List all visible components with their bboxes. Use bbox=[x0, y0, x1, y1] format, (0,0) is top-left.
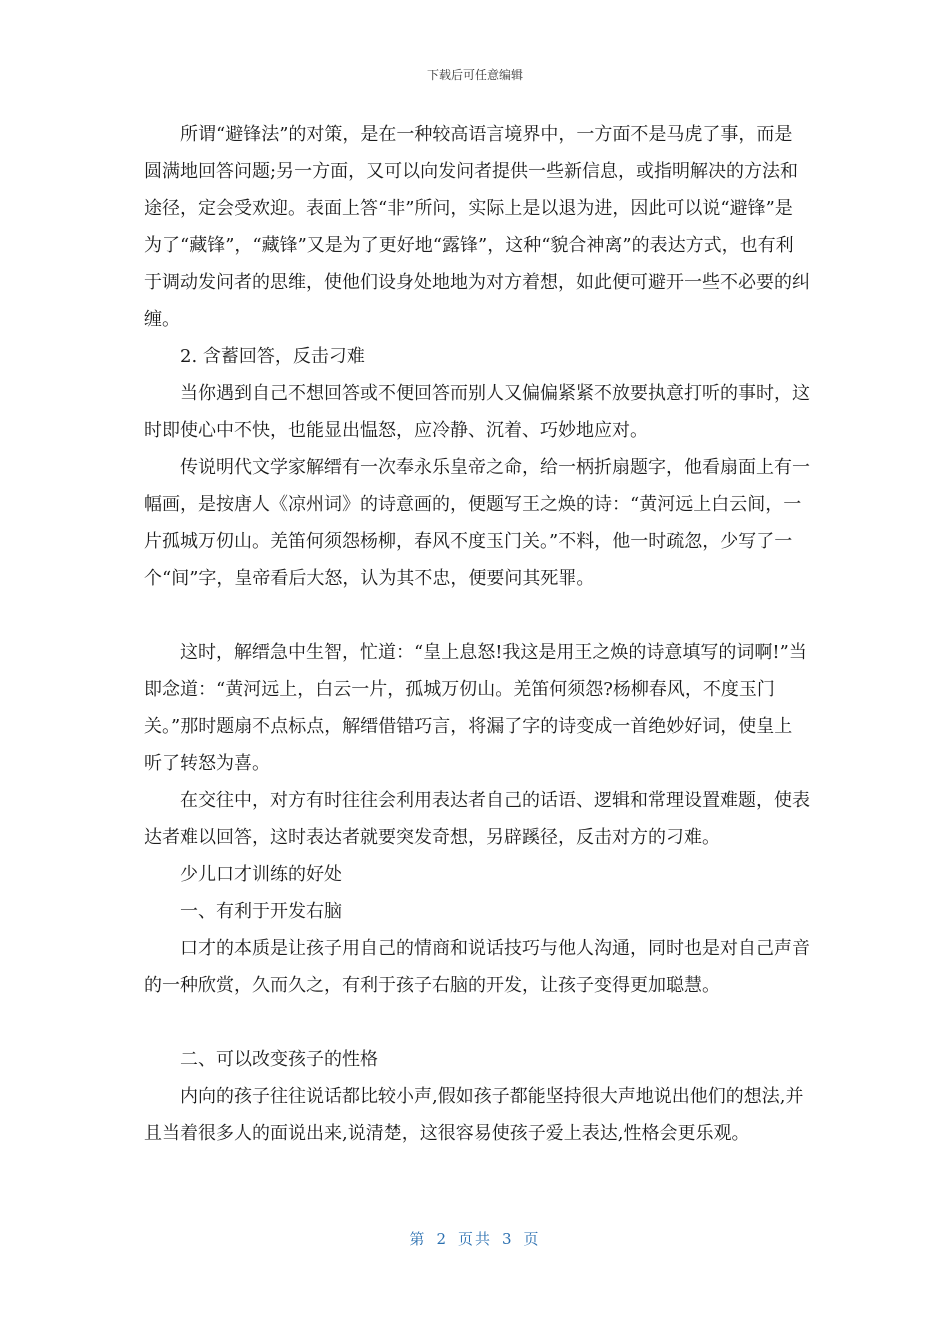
paragraph-avoid-edge: 所谓“避锋法”的对策，是在一种较高语言境界中，一方面不是马虎了事，而是圆满地回答问题;另一方面，又可以向发问者提供一些新信息，或指明解决的方法和途径，定会受欢迎。表面上答“非”所问，实际上是以退为进，因此可以说“避锋”是为了“藏锋”，“藏锋”又是为了更好地“露锋”，这种“貌合神离”的表达方式，也有利于调动发问者的思维，使他们设身处地地为对方着想，如此便可避开一些不必要的纠缠。 bbox=[144, 124, 810, 330]
subheading-right-brain: 一、有利于开发右脑 bbox=[180, 901, 342, 922]
section-heading-implicit-answer: 2. 含蓄回答，反击刁难 bbox=[180, 346, 365, 367]
section-heading-benefits: 少儿口才训练的好处 bbox=[180, 864, 342, 885]
paragraph-xie-jin-response: 这时，解缙急中生智，忙道：“皇上息怒!我这是用王之焕的诗意填写的词啊!”当即念道：“黄河远上，白云一片，孤城万仞山。羌笛何须怨?杨柳春风，不度玉门关。”那时题扇不点标点，解缙借错巧言，将漏了字的诗变成一首绝妙好词，使皇上听了转怒为喜。 bbox=[144, 642, 807, 774]
paragraph-legend-xie-jin: 传说明代文学家解缙有一次奉永乐皇帝之命，给一柄折扇题字，他看扇面上有一幅画，是按唐人《凉州词》的诗意画的，便题写王之焕的诗：“黄河远上白云间，一片孤城万仞山。羌笛何须怨杨柳，春风不度玉门关。”不料，他一时疏忽，少写了一个“间”字，皇帝看后大怒，认为其不忠，便要问其死罪。 bbox=[144, 457, 810, 589]
footer-middle: 页共 bbox=[457, 1230, 492, 1248]
footer-total-pages: 3 bbox=[502, 1230, 514, 1248]
page-footer bbox=[0, 1228, 950, 1249]
footer-suffix: 页 bbox=[523, 1230, 541, 1248]
paragraph-right-brain: 口才的本质是让孩子用自己的情商和说话技巧与他人沟通，同时也是对自己声音的一种欣赏，久而久之，有利于孩子右脑的开发，让孩子变得更加聪慧。 bbox=[144, 938, 810, 996]
subheading-personality: 二、可以改变孩子的性格 bbox=[180, 1049, 378, 1070]
footer-prefix: 第 bbox=[409, 1230, 427, 1248]
page-header: 下载后可任意编辑 bbox=[426, 68, 523, 82]
paragraph-unwanted-question: 当你遇到自己不想回答或不便回答而别人又偏偏紧紧不放要执意打听的事时，这时即使心中不快，也能显出愠怒，应冷静、沉着、巧妙地应对。 bbox=[144, 383, 810, 441]
paragraph-personality: 内向的孩子往往说话都比较小声,假如孩子都能坚持很大声地说出他们的想法,并且当着很多人的面说出来,说清楚，这很容易使孩子爱上表达,性格会更乐观。 bbox=[144, 1086, 804, 1144]
footer-current-page: 2 bbox=[436, 1230, 448, 1248]
document-body bbox=[144, 116, 810, 1152]
paragraph-counter-difficulty: 在交往中，对方有时往往会利用表达者自己的话语、逻辑和常理设置难题，使表达者难以回答，这时表达者就要突发奇想，另辟蹊径，反击对方的刁难。 bbox=[144, 790, 810, 848]
